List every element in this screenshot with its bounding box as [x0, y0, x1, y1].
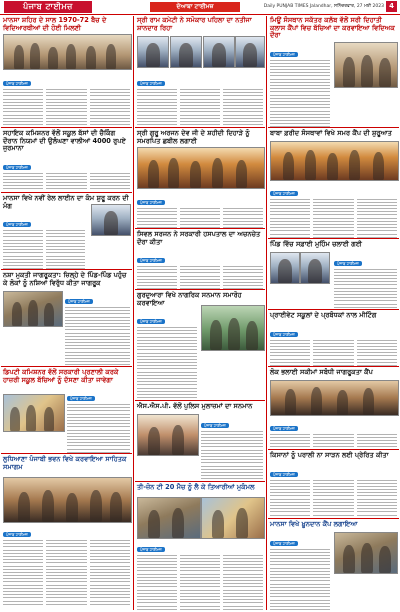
photo-figure [30, 43, 40, 69]
article-body [270, 480, 397, 520]
article [268, 368, 399, 450]
dateline: Daily PUNJAB TIMES Jalandhar, ਸਨਿੱਚਰਵਾਰ, 27 ਮਈ 2023 [263, 4, 384, 9]
photo-figure [172, 508, 184, 538]
article-tag: ਪੰਜਾਬ ਟਾਈਮਜ਼ [137, 319, 165, 324]
photo-figure [243, 43, 257, 67]
photo-figure [146, 43, 160, 67]
article-headline: ਮਾਨਸਾ ਵਿਖੇ ਖ਼ੂਨਦਾਨ ਕੈਂਪ ਲਗਾਇਆ [270, 520, 358, 528]
article [135, 129, 265, 229]
article-headline: ਐਸ.ਐਸ.ਪੀ. ਵੱਲੋਂ ਪੁਲਿਸ ਮੁਲਾਜ਼ਮਾਂ ਦਾ ਸਨਮਾਨ [137, 402, 253, 410]
article-photo [334, 42, 398, 88]
photo-figure [12, 302, 22, 326]
article-headline: ਮਾਨਸਾ ਸ਼ਹਿਰ ਦੇ ਸਾਲ 1970-72 ਬੈਚ ਦੇ ਵਿਦਿਆਰਥੀਆਂ ਦੀ ਹੋਈ ਮਿਲਣੀ [3, 16, 107, 32]
article-photo [334, 532, 398, 574]
photo-figure [179, 43, 193, 67]
article-headline: ਕਿਸਾਨਾਂ ਨੂੰ ਪਰਾਲੀ ਨਾ ਸਾੜਨ ਲਈ ਪ੍ਰੇਰਿਤ ਕੀਤਾ [270, 451, 389, 459]
article-tag: ਪੰਜਾਬ ਟਾਈਮਜ਼ [137, 81, 165, 86]
column-divider [133, 16, 134, 610]
article-body [3, 230, 85, 270]
photo-figure [212, 43, 226, 67]
article-headline: ਬਾਬਾ ਫ਼ਰੀਦ ਸੰਸਥਾਵਾਂ ਵਿਖੇ ਸਮਰ ਕੈਂਪ ਦੀ ਸ਼ੁਰੂਆਤ [270, 129, 392, 137]
photo-figure [66, 44, 76, 69]
article-photo [201, 497, 265, 539]
article-tag: ਪੰਜਾਬ ਟਾਈਮਜ਼ [3, 532, 31, 537]
photo-figure [361, 543, 373, 573]
article-tag: ਪੰਜਾਬ ਟਾਈਮਜ਼ [67, 396, 95, 401]
article-headline: ਪਿੰਡ ਵਿੱਚ ਸਫ਼ਾਈ ਮੁਹਿੰਮ ਚਲਾਈ ਗਈ [270, 240, 363, 248]
article-tag: ਪੰਜਾਬ ਟਾਈਮਜ਼ [137, 200, 165, 205]
article-headline: ਮਾਨਸਾ ਵਿਖੇ ਨਵੀਂ ਰੇਲ ਲਾਈਨ ਦਾ ਕੰਮ ਸ਼ੁਰੂ ਕਰਨ ਦੀ ਮੰਗ [3, 194, 129, 210]
photo-figure [172, 425, 184, 455]
article-body [137, 208, 263, 229]
photo-figure [327, 153, 338, 180]
article-body [137, 555, 263, 611]
article-headline: ਲੋਕ ਭਲਾਈ ਸਕੀਮਾਂ ਸਬੰਧੀ ਜਾਗਰੂਕਤਾ ਕੈਂਪ [270, 368, 373, 376]
photo-figure [305, 150, 316, 180]
article-headline: ਸ੍ਰੀ ਗੁਰੂ ਅਰਜਨ ਦੇਵ ਜੀ ਦੇ ਸ਼ਹੀਦੀ ਦਿਹਾੜੇ ਨੂੰ ਸਮਰਪਿਤ ਛਬੀਲ ਲਗਾਈ [137, 129, 250, 145]
photo-figure [106, 44, 116, 69]
article-tag: ਪੰਜਾਬ ਟਾਈਮਜ਼ [137, 547, 165, 552]
photo-figure [90, 490, 102, 522]
article [268, 129, 399, 239]
article-tag: ਪੰਜਾਬ ਟਾਈਮਜ਼ [201, 423, 229, 428]
photo-figure [363, 388, 374, 415]
photo-figure [212, 158, 223, 188]
article [1, 368, 132, 454]
photo-figure [308, 259, 322, 283]
photo-figure [104, 211, 118, 235]
article-photo [203, 36, 235, 68]
article-headline: ਮਿਊਂ ਸੰਸਥਾਨ ਸਕੱਤਰ ਕਲੱਬ ਵੱਲੋਂ ਸਰੀ ਦਿਹਾਤੀ ਕਲਾਸ ਕੈਂਪਾਂ ਵਿਚ ਬੱਚਿਆਂ ਦਾ ਕਰਵਾਇਆ ਵਿਦਿਅਕ ਦੌਰਾ [270, 16, 395, 39]
article-tag: ਪੰਜਾਬ ਟਾਈਮਜ਼ [65, 299, 93, 304]
article [1, 16, 132, 128]
article-tag: ਪੰਜਾਬ ਟਾਈਮਜ਼ [3, 222, 31, 227]
article-body [137, 327, 197, 401]
article-headline: ਤੀ-ਜ਼ੋਨ ਟੀ 20 ਮੈਚ ਨੂੰ ਲੈ ਕੇ ਤਿਆਰੀਆਂ ਮੁਕੰਮਲ [137, 483, 255, 491]
article-headline: ਨਸ਼ਾ ਮੁਕਤੀ ਜਾਗਰੂਕਤਾ: ਜ਼ਿਲ੍ਹੇ ਦੇ ਪਿੰਡ-ਪਿੰਡ ਪਹੁੰਚ ਕੇ ਲੋਕਾਂ ਨੂੰ ਨਸ਼ਿਆਂ ਵਿਰੁੱਧ ਕੀਤਾ ਜਾਗਰੂਕ [3, 271, 127, 287]
article-photo [3, 34, 132, 70]
article-photo [91, 204, 131, 236]
paper-brand: ਪੰਜਾਬ ਟਾਈਮਜ਼ [4, 1, 92, 13]
article [135, 483, 265, 610]
photo-figure [379, 546, 391, 573]
article-tag: ਪੰਜਾਬ ਟਾਈਮਜ਼ [3, 81, 31, 86]
article-photo [137, 497, 201, 539]
article-tag: ਪੰਜਾਬ ਟਾਈਮਜ਼ [270, 472, 298, 477]
photo-figure [10, 407, 20, 431]
article [268, 16, 399, 128]
article-headline: ਸਿਵਲ ਸਰਜਨ ਨੇ ਸਰਕਾਰੀ ਹਸਪਤਾਲ ਦਾ ਅਚਨਚੇਤ ਦੌਰਾ ਕੀਤਾ [137, 230, 261, 246]
article-photo [270, 380, 399, 416]
photo-figure [48, 47, 58, 69]
photo-figure [311, 387, 322, 415]
article-tag: ਪੰਜਾਬ ਟਾਈਮਜ਼ [3, 165, 31, 170]
article-body [270, 340, 397, 368]
photo-figure [236, 508, 248, 538]
article-body [137, 89, 263, 128]
photo-figure [210, 320, 222, 350]
masthead [0, 0, 400, 15]
article-photo [270, 252, 300, 284]
article [135, 16, 265, 128]
photo-figure [190, 161, 201, 188]
photo-figure [148, 427, 160, 455]
article-photo [300, 252, 330, 284]
article [1, 129, 132, 193]
photo-figure [361, 55, 373, 87]
photo-figure [343, 57, 355, 87]
photo-figure [66, 493, 78, 522]
photo-figure [236, 160, 247, 188]
article-body [3, 173, 130, 194]
article-photo [137, 36, 169, 68]
article-tag: ਪੰਜਾਬ ਟਾਈਮਜ਼ [270, 52, 298, 57]
article-headline: ਡਿਪਟੀ ਕਮਿਸ਼ਨਰ ਵੱਲੋਂ ਸਰਕਾਰੀ ਪ੍ਰਣਾਲੀ ਕਰਕੇ ਹਾਜ਼ਰੀ ਸਕੂਲ ਬੱਚਿਆਂ ਨੂੰ ਦੱਸਣਾ ਕੀਤਾ ਜਾਵੇਗਾ [3, 368, 119, 384]
article-headline: ਲੁਧਿਆਣਾ ਪੰਜਾਬੀ ਭਵਨ ਵਿਖੇ ਕਰਵਾਇਆ ਸਾਹਿਤਕ ਸਮਾਗਮ [3, 455, 127, 471]
column-divider [266, 16, 267, 610]
article-tag: ਪੰਜਾਬ ਟਾਈਮਜ਼ [334, 261, 362, 266]
photo-figure [14, 45, 24, 69]
article-photo [201, 305, 265, 351]
photo-figure [86, 46, 96, 69]
article-photo [3, 394, 65, 432]
photo-figure [26, 405, 36, 431]
photo-figure [110, 492, 122, 522]
photo-figure [337, 390, 348, 415]
photo-figure [285, 389, 296, 415]
photo-figure [278, 259, 292, 283]
article-tag: ਪੰਜਾਬ ਟਾਈਮਜ਼ [137, 258, 165, 263]
photo-figure [148, 160, 159, 188]
article [1, 194, 132, 270]
article [268, 451, 399, 519]
article-photo [137, 147, 265, 189]
page-number: 4 [386, 1, 397, 12]
article-body [270, 199, 397, 240]
article-photo [270, 141, 399, 181]
article [1, 271, 132, 367]
article-body [3, 89, 130, 128]
photo-figure [246, 321, 258, 350]
article-photo [235, 36, 265, 68]
photo-figure [349, 150, 360, 180]
article-tag: ਪੰਜਾਬ ਟਾਈਮਜ਼ [270, 541, 298, 546]
article-body [334, 269, 397, 311]
article-headline: ਸਹਾਇਕ ਕਮਿਸ਼ਨਰ ਵੱਲੋਂ ਸਕੂਲ ਬੱਸਾਂ ਦੀ ਚੈਕਿੰਗ ਦੌਰਾਨ ਨਿਯਮਾਂ ਦੀ ਉਲੰਘਣਾ ਵਾਲੀਆਂ 4000 ਰੁਪਏ ਜੁਰਮਾਨਾ [3, 129, 126, 152]
photo-figure [28, 300, 38, 326]
photo-figure [343, 545, 355, 573]
article [268, 311, 399, 367]
section-title: ਦੋਆਬਾ ਟਾਈਮਜ਼ [150, 2, 240, 12]
article-tag: ਪੰਜਾਬ ਟਾਈਮਜ਼ [270, 426, 298, 431]
photo-figure [42, 490, 54, 522]
article-body [270, 549, 330, 611]
article [268, 240, 399, 310]
photo-figure [373, 152, 384, 180]
photo-figure [212, 510, 224, 538]
article-photo [137, 414, 199, 456]
photo-figure [283, 152, 294, 180]
article [135, 291, 265, 401]
article [268, 520, 399, 610]
article-photo [170, 36, 202, 68]
article-body [3, 540, 130, 607]
article-tag: ਪੰਜਾਬ ਟਾਈਮਜ਼ [270, 332, 298, 337]
photo-figure [379, 58, 391, 87]
article-photo [3, 291, 63, 327]
article-headline: ਪ੍ਰਾਈਵੇਟ ਸਕੂਲਾਂ ਦੇ ਪ੍ਰਬੰਧਕਾਂ ਨਾਲ ਮੀਟਿੰਗ [270, 311, 377, 319]
article-headline: ਗੁਰਦੁਆਰਾ ਵਿਖੇ ਨਾਗਰਿਕ ਸਨਮਾਨ ਸਮਾਰੋਹ ਕਰਵਾਇਆ [137, 291, 242, 307]
article-body [270, 434, 397, 451]
article-body [270, 60, 330, 129]
article [135, 402, 265, 482]
article-body [65, 307, 130, 367]
article-body [137, 266, 263, 290]
photo-figure [44, 303, 54, 326]
article-body [67, 404, 130, 454]
article-headline: ਸ੍ਰੀ ਰਾਮ ਕਮੇਟੀ ਨੇ ਸਮੋਕਾਰ ਪਹਿਲਾ ਦਾ ਨਤੀਜਾ ਸ਼ਾਨਦਾਰ ਰਿਹਾ [137, 16, 252, 32]
article-photo [3, 477, 132, 523]
article-tag: ਪੰਜਾਬ ਟਾਈਮਜ਼ [270, 191, 298, 196]
article-body [201, 431, 263, 483]
photo-figure [148, 510, 160, 538]
article [135, 230, 265, 290]
photo-figure [18, 492, 30, 522]
photo-figure [44, 407, 54, 431]
photo-figure [168, 158, 179, 188]
article [1, 455, 132, 610]
photo-figure [228, 318, 240, 350]
